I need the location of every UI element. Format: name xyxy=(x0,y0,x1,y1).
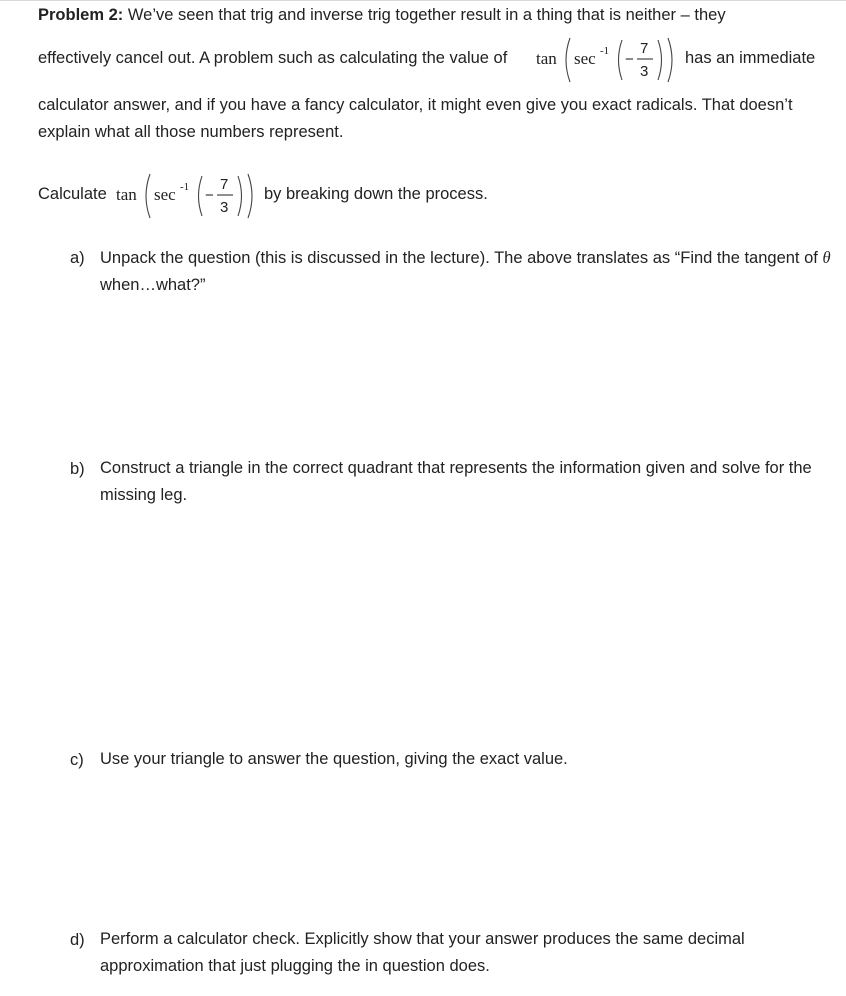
part-a-text-2: when…what?” xyxy=(100,276,206,294)
part-c-label: c) xyxy=(70,751,84,769)
problem-line-3 xyxy=(38,95,793,115)
part-a-text-1: Unpack the question (this is discussed in the lecture). The above translates as “Find the tangent of xyxy=(100,249,823,267)
right-paren-outer xyxy=(248,174,252,218)
part-d-text: Perform a calculator check. Explicitly show that your answer produces the same decimal approximation that just plugging the in question does. xyxy=(100,930,745,975)
numerator: 7 xyxy=(640,40,649,57)
numerator: 7 xyxy=(220,176,229,193)
problem-line-4-text: explain what all those numbers represent. xyxy=(38,123,344,141)
part-b-answer-area[interactable] xyxy=(100,515,830,740)
expression-inline xyxy=(534,30,682,90)
denominator: 3 xyxy=(220,199,229,216)
part-a-label: a) xyxy=(70,249,85,267)
calculate-after-text: by breaking down the process. xyxy=(264,185,488,203)
right-paren-inner xyxy=(658,40,662,80)
calculate-after xyxy=(264,184,488,204)
problem-line-1 xyxy=(38,5,726,25)
top-border xyxy=(0,0,846,1)
inverse-exponent: -1 xyxy=(180,181,190,193)
problem-intro-text: We’ve seen that trig and inverse trig together result in a thing that is neither – they xyxy=(123,6,726,24)
expression-calculate xyxy=(114,166,262,226)
problem-line-4 xyxy=(38,122,343,142)
right-paren-outer xyxy=(668,38,672,82)
part-b-text: Construct a triangle in the correct quadrant that represents the information given and solve for the missing leg. xyxy=(100,459,812,504)
calculate-before-text: Calculate xyxy=(38,185,107,203)
calculate-label xyxy=(38,184,107,204)
part-b-label: b) xyxy=(70,460,85,478)
left-paren-outer xyxy=(146,174,150,218)
problem-line-2 xyxy=(38,48,507,68)
left-paren-inner xyxy=(619,40,623,80)
theta-symbol: θ xyxy=(822,248,831,267)
denominator: 3 xyxy=(640,63,649,80)
part-a-text xyxy=(100,244,835,299)
tan-text: tan xyxy=(536,49,557,68)
problem-line-3-text: calculator answer, and if you have a fancy calculator, it might even give you exact radicals. That doesn’t xyxy=(38,96,793,114)
part-c-text: Use your triangle to answer the question, giving the exact value. xyxy=(100,750,568,768)
part-d-label: d) xyxy=(70,931,85,949)
right-paren-inner xyxy=(238,176,242,216)
left-paren-outer xyxy=(566,38,570,82)
problem-line-2-end xyxy=(685,48,815,68)
left-paren-inner xyxy=(199,176,203,216)
part-a-answer-area[interactable] xyxy=(100,300,830,450)
part-c-answer-area[interactable] xyxy=(100,780,830,920)
sec-text: sec xyxy=(154,185,176,204)
inverse-exponent: -1 xyxy=(600,45,610,57)
minus-sign: − xyxy=(625,51,634,68)
tan-text: tan xyxy=(116,185,137,204)
problem-label: Problem 2: xyxy=(38,6,124,24)
minus-sign: − xyxy=(205,187,214,204)
problem-line-2-text: effectively cancel out. A problem such as calculating the value of xyxy=(38,49,508,67)
sec-text: sec xyxy=(574,49,596,68)
problem-line-2-after: has an immediate xyxy=(685,49,816,67)
